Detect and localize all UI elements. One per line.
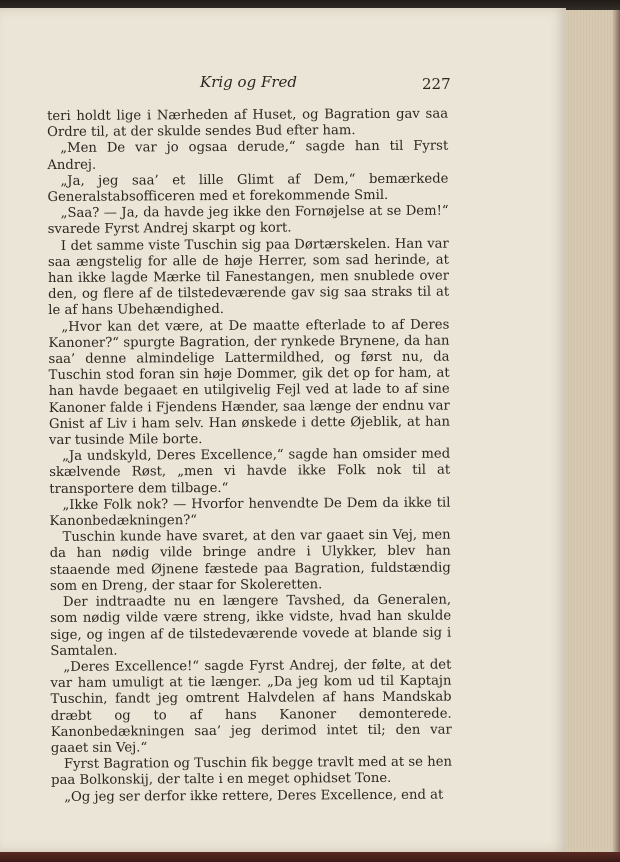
- paragraph: I det samme viste Tuschin sig paa Dørtærskelen. Han var saa ængstelig for alle de høje Herrer, som sad herinde, at han ikke lagde Mærke til Fanestangen, men snublede over den, og flere af de tilstedeværende gav sig saa straks til at le af hans Ubehændighed.: [47, 236, 450, 319]
- paragraph: Fyrst Bagration og Tuschin fik begge travlt med at se hen paa Bolkonskij, der talte i en meget ophidset Tone.: [51, 754, 453, 789]
- paragraph: „Saa? — Ja, da havde jeg ikke den Fornøjelse at se Dem!“ svarede Fyrst Andrej skarpt og kort.: [47, 203, 449, 238]
- paragraph: „Ja undskyld, Deres Excellence,“ sagde han omsider med skælvende Røst, „men vi havde ikke Folk nok til at transportere dem tilbage.“: [49, 446, 451, 497]
- paragraph: „Og jeg ser derfor ikke rettere, Deres Excellence, end at: [64, 787, 444, 805]
- paragraph: „Deres Excellence!“ sagde Fyrst Andrej, der følte, at det var ham umuligt at tie længer. „Da jeg kom ud til Kaptajn Tuschin, fandt jeg omtrent Halvdelen af hans Mandskab dræbt og to af hans Kanoner demonterede. Kanonbedækningen saa’ jeg derimod intet til; den var gaaet sin Vej.“: [50, 657, 452, 756]
- running-title: Krig og Fred: [200, 73, 298, 91]
- body-text: [47, 107, 452, 806]
- paragraph: „Ikke Folk nok? — Hvorfor henvendte De Dem da ikke til Kanonbedækningen?“: [49, 495, 451, 530]
- book-bottom-edge: [0, 852, 620, 862]
- paragraph: „Men De var jo ogsaa derude,“ sagde han til Fyrst Andrej.: [47, 138, 449, 173]
- book-cover-edge: [612, 10, 620, 862]
- paragraph: „Ja, jeg saa’ et lille Glimt af Dem,“ bemærkede Generalstabsofficeren med et forekommende Smil.: [47, 171, 449, 206]
- page-number: 227: [422, 75, 451, 93]
- paragraph: teri holdt lige i Nærheden af Huset, og Bagration gav saa Ordre til, at der skulde sendes Bud efter ham.: [47, 106, 449, 141]
- book-page: [0, 8, 566, 852]
- paragraph: Tuschin kunde have svaret, at den var gaaet sin Vej, men da han nødig vilde bringe andre i Ulykker, blev han staaende med Øjnene fæstede paa Bagration, fuldstændig som en Dreng, der staar for Skoleretten.: [49, 527, 451, 594]
- paragraph: Der indtraadte nu en længere Tavshed, da Generalen, som nødig vilde være streng, ikke vidste, hvad han skulde sige, og ingen af de tilstedeværende vovede at blande sig i Samtalen.: [50, 592, 452, 659]
- paragraph: „Hvor kan det være, at De maatte efterlade to af Deres Kanoner?“ spurgte Bagration, der rynkede Brynene, da han saa’ denne almindelige Lattermildhed, og først nu, da Tuschin stod foran sin høje Dommer, gik det op for ham, at han havde begaaet en utilgivelig Fejl ved at lade to af sine Kanoner falde i Fjendens Hænder, saa længe der endnu var Gnist af Liv i ham selv. Han ønskede i dette Øjeblik, at han var tusinde Mile borte.: [48, 317, 450, 449]
